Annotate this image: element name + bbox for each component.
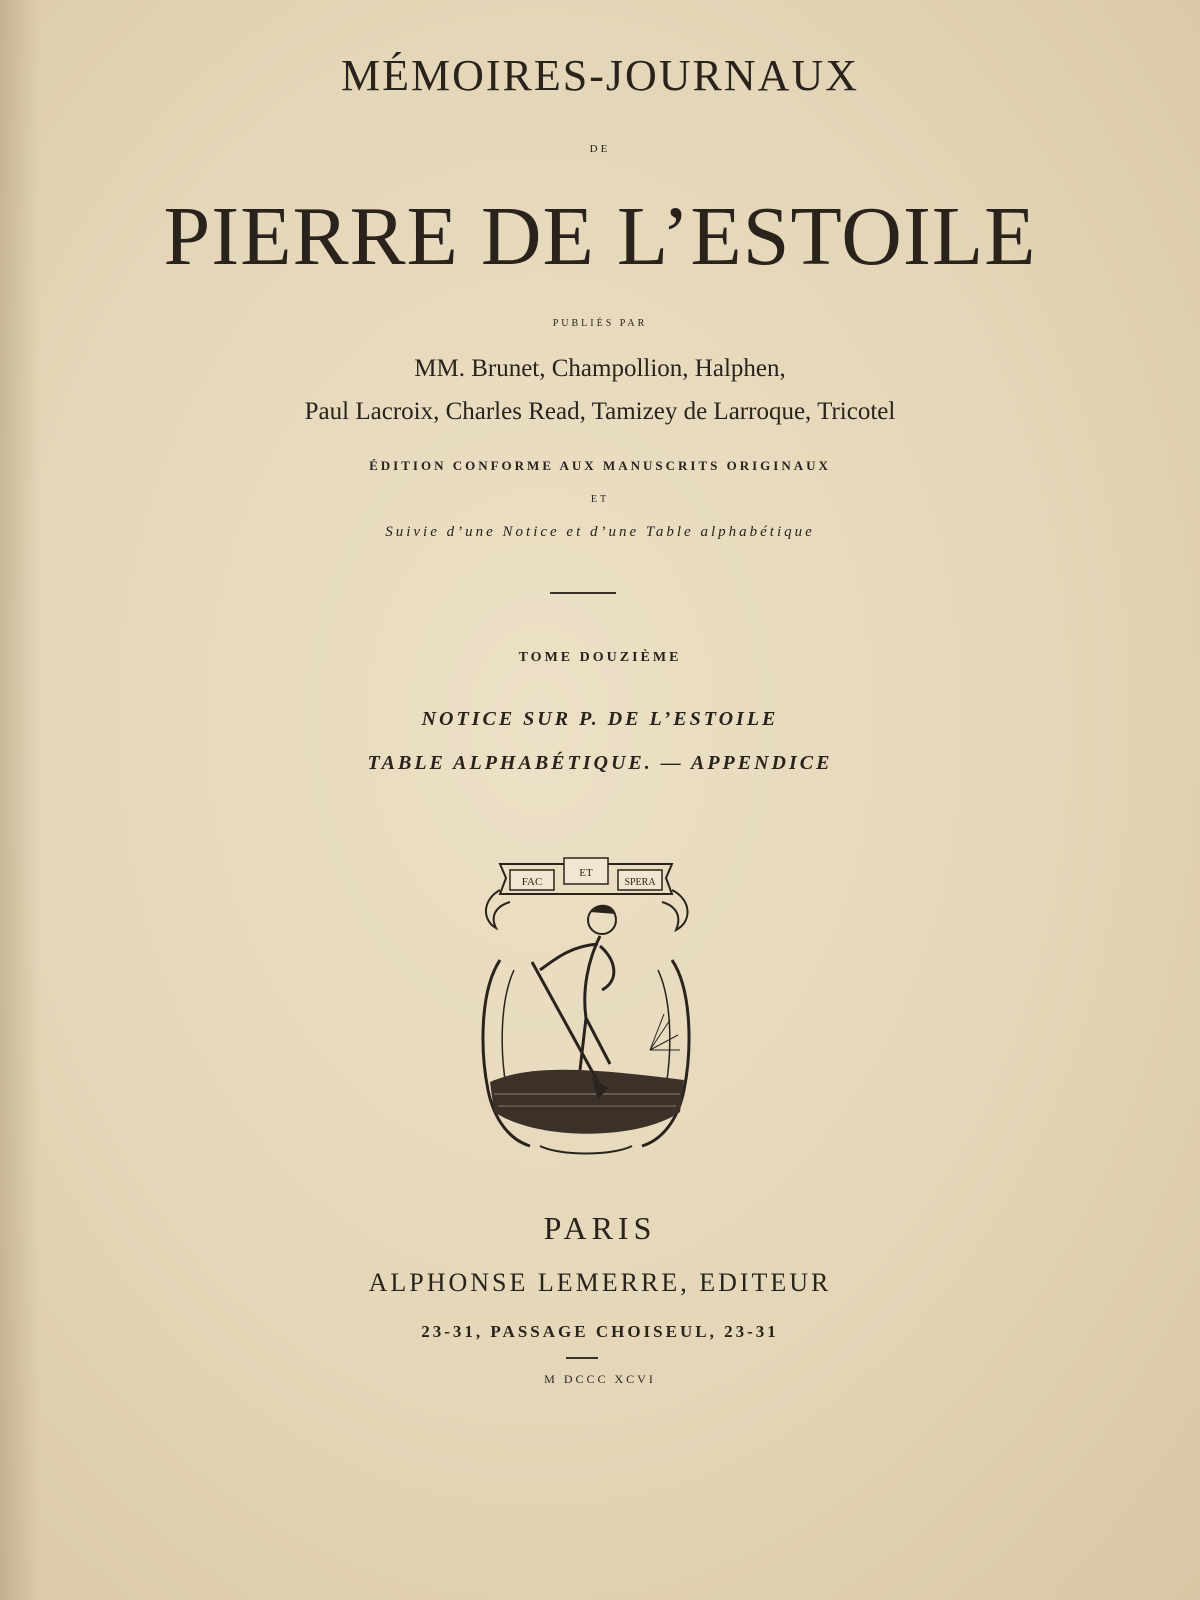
divider-rule: [550, 592, 616, 594]
suivie-line: Suivie d’une Notice et d’une Table alphabétique: [385, 524, 815, 540]
publies-par-label: PUBLIÉS PAR: [552, 318, 648, 329]
contents-line-2: TABLE ALPHABÉTIQUE. — APPENDICE: [367, 752, 833, 774]
imprint-publisher: ALPHONSE LEMERRE, EDITEUR: [368, 1268, 832, 1297]
imprint-year: M DCCC XCVI: [544, 1372, 656, 1386]
imprint-rule: [566, 1357, 598, 1359]
de-label: DE: [589, 143, 611, 155]
motto-right: SPERA: [624, 877, 656, 888]
printer-mark-digger-icon: [470, 850, 702, 1170]
motto-center: ET: [579, 867, 593, 879]
contents-line-1: NOTICE SUR P. DE L’ESTOILE: [421, 708, 779, 730]
author-name: PIERRE DE L’ESTOILE: [163, 190, 1037, 283]
et-label: ET: [590, 494, 610, 505]
edition-note: ÉDITION CONFORME AUX MANUSCRITS ORIGINAUX: [369, 458, 831, 473]
motto-left: FAC: [521, 876, 543, 888]
imprint-city: PARIS: [543, 1210, 657, 1246]
tome-label: TOME DOUZIÈME: [518, 650, 682, 665]
editors-line-1: MM. Brunet, Champollion, Halphen,: [414, 355, 786, 382]
editors-line-2: Paul Lacroix, Charles Read, Tamizey de Larroque, Tricotel: [304, 398, 896, 425]
heading-top: MÉMOIRES-JOURNAUX: [340, 51, 860, 100]
imprint-address: 23-31, PASSAGE CHOISEUL, 23-31: [421, 1322, 779, 1341]
